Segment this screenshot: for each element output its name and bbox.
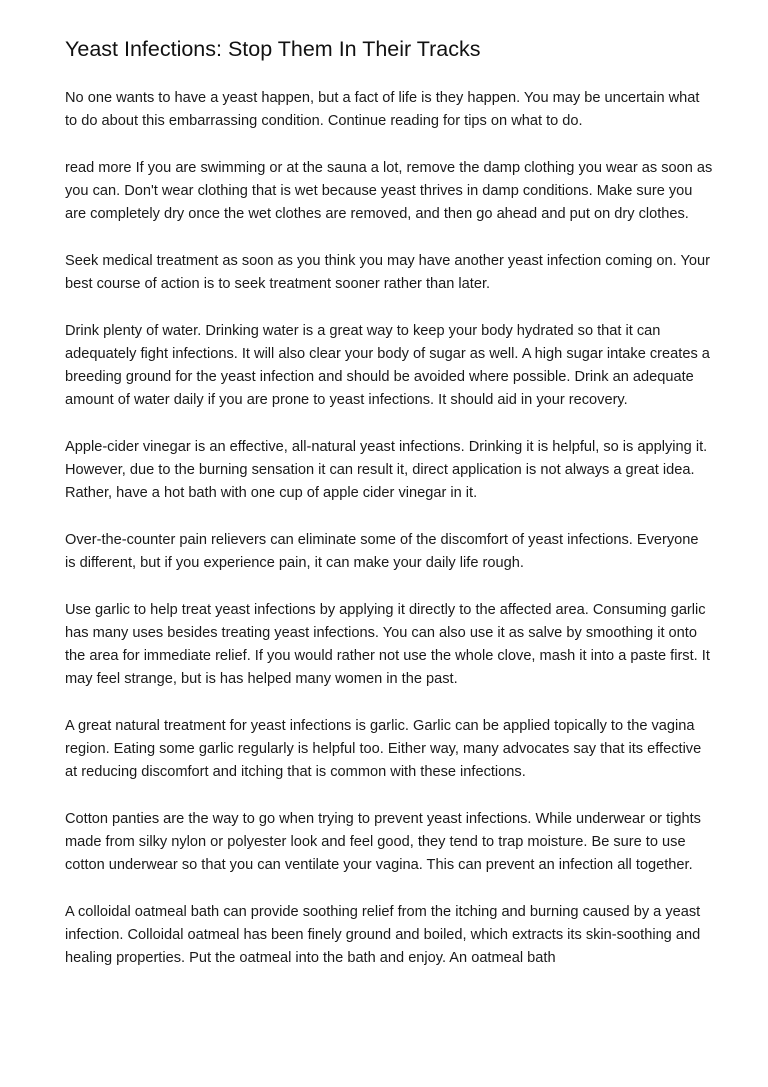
paragraph-garlic-treatment: Use garlic to help treat yeast infections by applying it directly to the affected area. Consuming garlic has many uses besides treating yeast infections. You can also use it as salve by smoothing it onto the area for immediate relief. If you would rather not use the whole clove, mash it into a paste first. It may feel strange, but is has helped many women in the past. [65,602,710,687]
paragraph-drink-water: Drink plenty of water. Drinking water is a great way to keep your body hydrated so that it can adequately fight infections. It will also clear your body of sugar as well. A high sugar intake creates a breeding ground for the yeast infection and should be avoided where possible. Drink an adequate amount of water daily if you are prone to yeast infections. It should aid in your recovery. [65,323,710,408]
paragraph-pain-relievers: Over-the-counter pain relievers can eliminate some of the discomfort of yeast infections. Everyone is different, but if you experience pain, it can make your daily life rough. [65,532,699,571]
paragraph-cotton-panties: Cotton panties are the way to go when trying to prevent yeast infections. While underwear or tights made from silky nylon or polyester look and feel good, they tend to trap moisture. Be sure to use cotton underwear so that you can ventilate your vagina. This can prevent an infection all together. [65,811,701,873]
paragraph-oatmeal-bath: A colloidal oatmeal bath can provide soothing relief from the itching and burning caused by a yeast infection. Colloidal oatmeal has been finely ground and boiled, which extracts its skin-soothing and healing properties. Put the oatmeal into the bath and enjoy. An oatmeal bath [65,904,701,966]
paragraph-natural-garlic: A great natural treatment for yeast infections is garlic. Garlic can be applied topically to the vagina region. Eating some garlic regularly is helpful too. Either way, many advocates say that its effective at reducing discomfort and itching that is common with these infections. [65,718,702,780]
paragraph-damp-clothing: read more If you are swimming or at the sauna a lot, remove the damp clothing you wear as soon as you can. Don't wear clothing that is wet because yeast thrives in damp conditions. Make sure you are completely dry once the wet clothes are removed, and then go ahead and put on dry clothes. [65,160,713,222]
paragraph-medical-treatment: Seek medical treatment as soon as you think you may have another yeast infection coming on. Your best course of action is to seek treatment sooner rather than later. [65,253,710,292]
paragraph-apple-cider-vinegar: Apple-cider vinegar is an effective, all-natural yeast infections. Drinking it is helpful, so is applying it. However, due to the burning sensation it can result it, direct application is not always a great idea. Rather, have a hot bath with one cup of apple cider vinegar in it. [65,439,708,501]
document-title: Yeast Infections: Stop Them In Their Tracks [65,37,481,61]
document-body [65,36,713,994]
paragraph-intro: No one wants to have a yeast happen, but a fact of life is they happen. You may be uncertain what to do about this embarrassing condition. Continue reading for tips on what to do. [65,90,700,129]
